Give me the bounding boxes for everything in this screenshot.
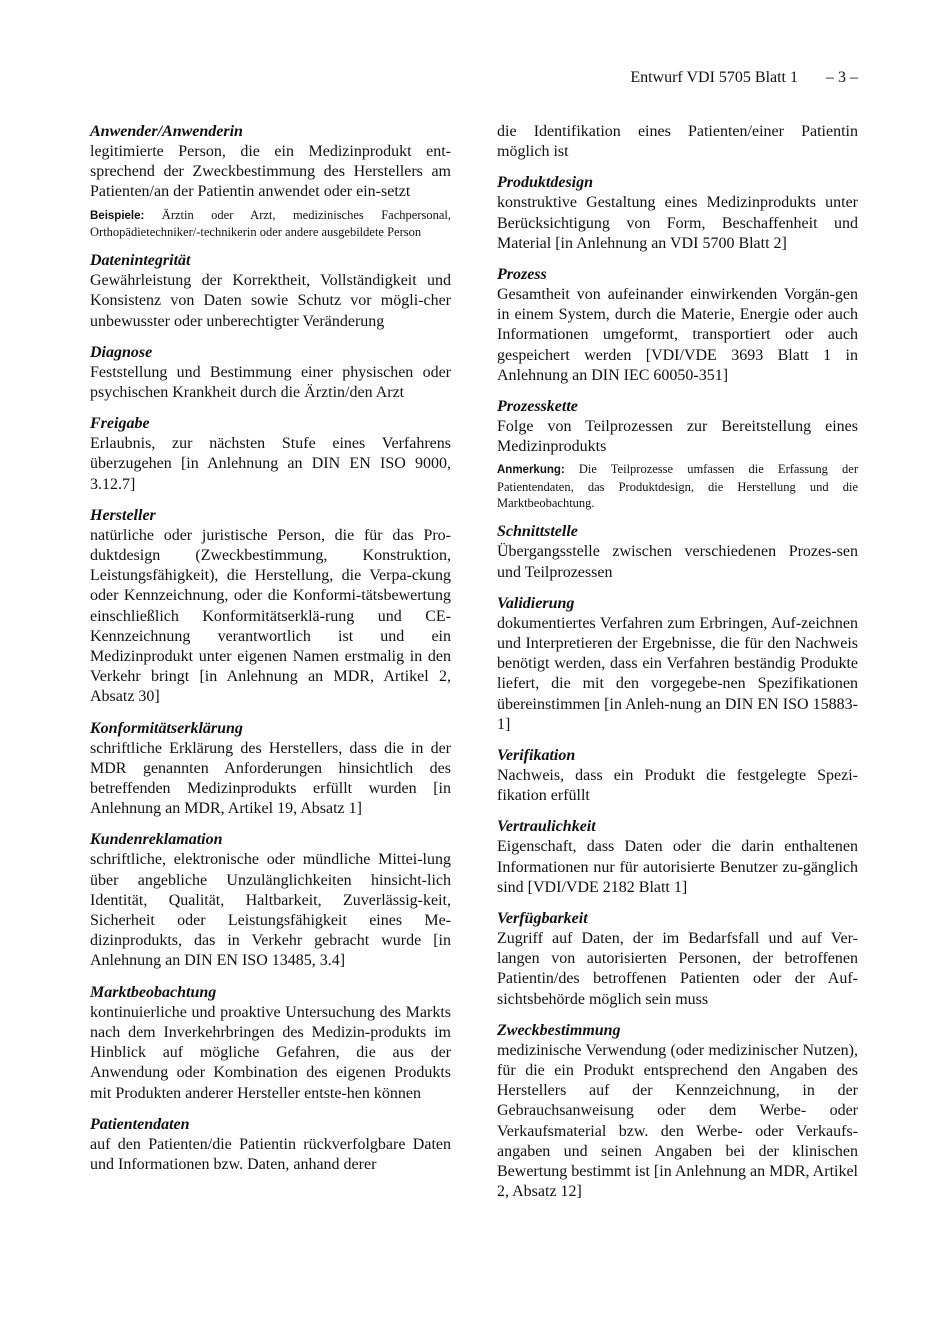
term-definition: auf den Patienten/die Patientin rückverfolgbare Daten und Informationen bzw. Daten, anhand derer <box>90 1135 451 1173</box>
entry-konformitaetserklaerung <box>90 719 451 820</box>
term-definition: schriftliche, elektronische oder mündliche Mittei-lung über angebliche Unzulänglichkeiten hinsicht-lich Identität, Qualität, Haltbarkeit, Zuverlässig-keit, Sicherheit oder Leistungsfähigkeit eines Me-dizinprodukts, das in Verkehr gebracht wurde [in Anlehnung an DIN EN ISO 13485, 3.4] <box>90 851 451 970</box>
term-heading: Datenintegrität <box>90 252 191 270</box>
left-column <box>90 122 451 1186</box>
term-definition: legitimierte Person, die ein Medizinprodukt ent-sprechend der Zweckbestimmung des Herstellers am Patienten/an der Patientin anwendet oder ein-setzt <box>90 143 451 201</box>
term-definition: Eigenschaft, dass Daten oder die darin enthaltenen Informationen nur für autorisierte Benutzer zu-gänglich sind [VDI/VDE 2182 Blatt 1] <box>497 838 858 896</box>
right-column <box>497 122 858 1213</box>
entry-vertraulichkeit <box>497 817 858 898</box>
entry-kundenreklamation <box>90 830 451 971</box>
term-definition: Folge von Teilprozessen zur Bereitstellung eines Medizinprodukts <box>497 418 858 456</box>
term-heading: Zweckbestimmung <box>497 1021 621 1039</box>
term-definition: schriftliche Erklärung des Herstellers, dass die in der MDR genannten Anforderungen hinsichtlich des betreffenden Medizinprodukts erfüllt wurden [in Anlehnung an MDR, Artikel 19, Absatz 1] <box>90 739 451 818</box>
continued-definition: die Identifikation eines Patienten/einer Patientin möglich ist <box>497 123 858 161</box>
note-text: Ärztin oder Arzt, medizinisches Fachpersonal, Orthopädietechniker/-technikerin oder andere ausgebildete Person <box>90 207 451 239</box>
entry-marktbeobachtung <box>90 983 451 1104</box>
term-heading: Hersteller <box>90 506 156 524</box>
term-definition: Gesamtheit von aufeinander einwirkenden Vorgän-gen in einem System, durch die Materie, Energie oder auch Informationen umgeformt, transportiert oder auch gespeichert werden [VDI/VDE 3693 Blatt 1 in Anlehnung an DIN IEC 60050-351] <box>497 286 858 384</box>
entry-prozess <box>497 265 858 386</box>
entry-validierung <box>497 594 858 735</box>
term-definition: kontinuierliche und proaktive Untersuchung des Markts nach dem Inverkehrbringen des Medizin-produkts im Hinblick auf mögliche Gefahren, die aus der Anwendung oder Kombination des eigenen Produkts mit Produkten anderer Hersteller entste-hen können <box>90 1003 451 1102</box>
entry-zweckbestimmung <box>497 1021 858 1203</box>
note-text: Die Teilprozesse umfassen die Erfassung der Patientendaten, das Produktdesign, die Herstellung und die Marktbeobachtung. <box>497 462 858 511</box>
entry-patientendaten-continued <box>497 122 858 162</box>
term-heading: Freigabe <box>90 415 150 433</box>
term-heading: Diagnose <box>90 343 153 361</box>
term-note <box>90 207 451 241</box>
term-heading: Kundenreklamation <box>90 831 223 849</box>
term-definition: Übergangsstelle zwischen verschiedenen Prozes-sen und Teilprozessen <box>497 543 858 581</box>
term-heading: Konformitätserklärung <box>90 719 243 737</box>
entry-diagnose <box>90 343 451 403</box>
note-label: Beispiele: <box>90 209 145 222</box>
entry-verfuegbarkeit <box>497 909 858 1010</box>
term-heading: Vertraulichkeit <box>497 818 596 836</box>
entry-prozesskette <box>497 397 858 511</box>
term-definition: konstruktive Gestaltung eines Medizinprodukts unter Berücksichtigung von Form, Beschaffenheit und Material [in Anlehnung an VDI 5700 Blatt 2] <box>497 194 858 252</box>
term-heading: Schnittstelle <box>497 523 578 541</box>
entry-patientendaten <box>90 1115 451 1175</box>
term-heading: Produktdesign <box>497 174 594 192</box>
entry-anwender <box>90 122 451 240</box>
document-title: Entwurf VDI 5705 Blatt 1 <box>630 69 798 86</box>
term-heading: Marktbeobachtung <box>90 983 217 1001</box>
term-definition: Erlaubnis, zur nächsten Stufe eines Verfahrens überzugehen [in Anlehnung an DIN EN ISO 9000, 3.12.7] <box>90 435 451 493</box>
term-definition: Nachweis, dass ein Produkt die festgelegte Spezi-fikation erfüllt <box>497 766 858 805</box>
term-definition: dokumentiertes Verfahren zum Erbringen, Auf-zeichnen und Interpretieren der Ergebnisse, die für den Nachweis benötigt werden, dass ein Verfahren beständig Produkte liefert, die mit den vorgegebe-nen Spezifikationen übereinstimmen [in Anleh-nung an DIN EN ISO 15883-1] <box>497 614 858 733</box>
term-heading: Validierung <box>497 594 575 612</box>
term-note <box>497 461 858 511</box>
entry-produktdesign <box>497 173 858 254</box>
term-heading: Verifikation <box>497 746 576 764</box>
term-definition: medizinische Verwendung (oder medizinischer Nutzen), für die ein Produkt entsprechend den Angaben des Herstellers auf der Kennzeichnung, in der Gebrauchsanweisung oder dem Werbe- oder Verkaufsmaterial bzw. den Werbe- oder Verkaufs-angaben und seinen Angaben bei der klinischen Bewertung bestimmt ist [in Anlehnung an MDR, Artikel 2, Absatz 12] <box>497 1041 858 1201</box>
entry-schnittstelle <box>497 522 858 582</box>
term-heading: Prozesskette <box>497 398 578 416</box>
page-number: – 3 – <box>826 69 858 86</box>
term-heading: Anwender/Anwenderin <box>90 123 243 140</box>
entry-freigabe <box>90 414 451 495</box>
term-heading: Verfügbarkeit <box>497 909 588 927</box>
note-label: Anmerkung: <box>497 464 565 477</box>
term-heading: Patientendaten <box>90 1115 190 1133</box>
entry-hersteller <box>90 506 451 708</box>
entry-datenintegritaet <box>90 251 451 332</box>
term-definition: Feststellung und Bestimmung einer physischen oder psychischen Krankheit durch die Ärztin/den Arzt <box>90 363 451 402</box>
term-heading: Prozess <box>497 266 547 284</box>
term-definition: Gewährleistung der Korrektheit, Vollständigkeit und Konsistenz von Daten sowie Schutz vor mögli-cher unbewusster oder unberechtigter Veränderung <box>90 272 451 330</box>
term-definition: natürliche oder juristische Person, die für das Pro-duktdesign (Zweckbestimmung, Konstruktion, Leistungsfähigkeit), die Herstellung, die Verpa-ckung oder Kennzeichnung, oder die Konformi-tätsbewertung einschließlich Konformitätserklä-rung und CE-Kennzeichnung verantwortlich ist und ein Medizinprodukt unter eigenen Namen erstmalig in den Verkehr bringt [in Anlehnung an MDR, Artikel 2, Absatz 30] <box>90 526 451 706</box>
page-header <box>630 68 858 88</box>
term-definition: Zugriff auf Daten, der im Bedarfsfall und auf Ver-langen von autorisierten Personen, der betroffenen Patientin/des betroffenen Patienten oder der Auf-sichtsbehörde möglich sein muss <box>497 929 858 1008</box>
entry-verifikation <box>497 746 858 806</box>
